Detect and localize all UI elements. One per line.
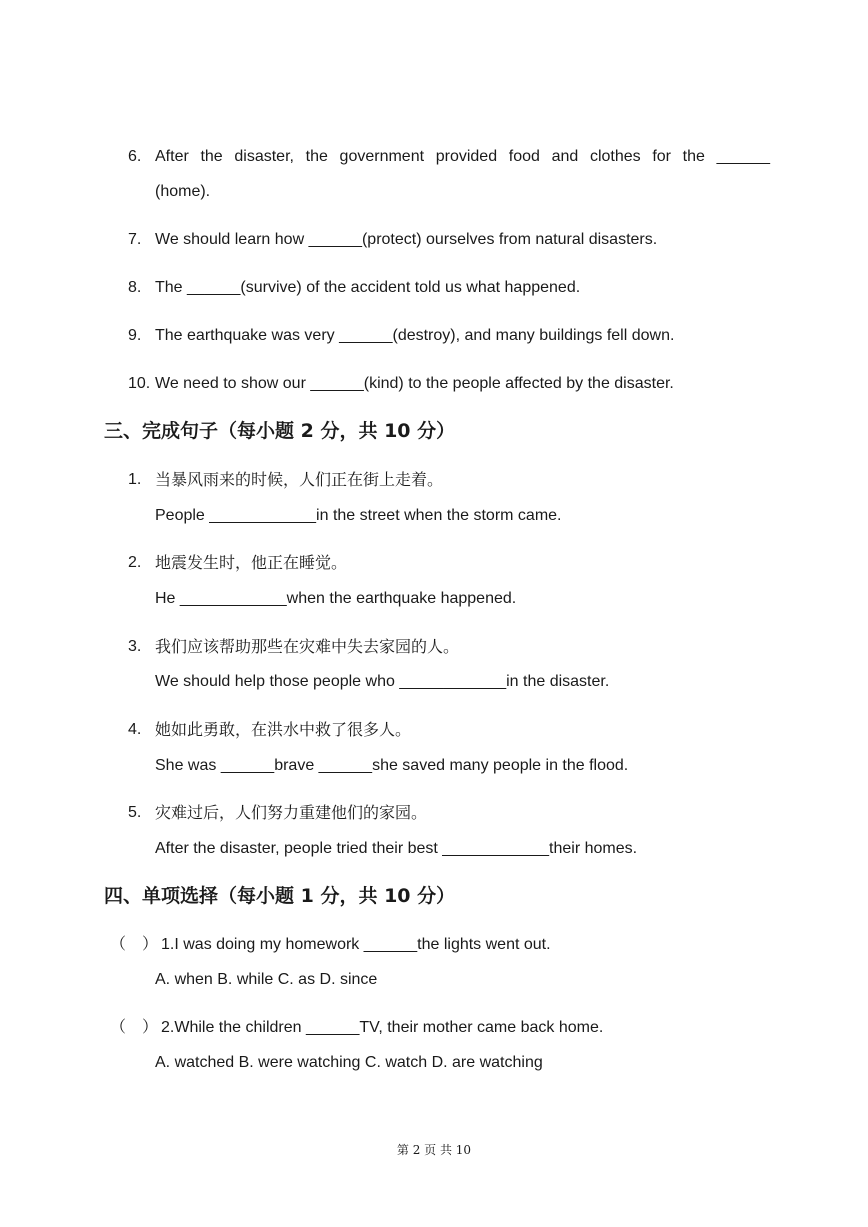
item-number: 2.	[128, 554, 142, 571]
item-text: After the disaster, the government provided food and clothes for the ______	[155, 148, 770, 165]
item-number: 7.	[128, 231, 142, 248]
item-chinese-prompt: 灾难过后，人们努力重建他们的家园。	[155, 803, 428, 822]
item-text: The earthquake was very ______(destroy), and many buildings fell down.	[155, 327, 675, 344]
item-text-continued: (home).	[155, 183, 211, 200]
item-number: 1.	[128, 471, 142, 488]
answer-bracket: （ ）	[110, 1019, 159, 1036]
item-english-sentence: He ____________when the earthquake happened.	[155, 590, 517, 607]
item-number: 10.	[128, 375, 151, 392]
page-footer: 第 2 页 共 10	[396, 1143, 472, 1157]
question-options: A. watched B. were watching C. watch D. are watching	[155, 1054, 543, 1071]
item-number: 6.	[128, 148, 142, 165]
item-text: We should learn how ______(protect) ourselves from natural disasters.	[155, 231, 658, 248]
item-english-sentence: She was ______brave ______she saved many people in the flood.	[155, 757, 629, 774]
item-chinese-prompt: 地震发生时，他正在睡觉。	[155, 553, 348, 572]
item-number: 5.	[128, 804, 142, 821]
section-heading: 三、完成句子（每小题 2 分，共 10 分）	[104, 420, 456, 442]
item-english-sentence: We should help those people who ____________in the disaster.	[155, 673, 610, 690]
item-number: 3.	[128, 638, 142, 655]
item-english-sentence: After the disaster, people tried their best ____________their homes.	[155, 840, 638, 857]
item-text: The ______(survive) of the accident told us what happened.	[155, 279, 581, 296]
item-number: 9.	[128, 327, 142, 344]
section-heading: 四、单项选择（每小题 1 分，共 10 分）	[104, 885, 456, 907]
item-chinese-prompt: 她如此勇敢，在洪水中救了很多人。	[155, 720, 412, 739]
question-text: 1.I was doing my homework ______the lights went out.	[161, 936, 551, 953]
question-options: A. when B. while C. as D. since	[155, 971, 378, 988]
item-number: 8.	[128, 279, 142, 296]
item-text: We need to show our ______(kind) to the people affected by the disaster.	[155, 375, 674, 392]
item-number: 4.	[128, 721, 142, 738]
answer-bracket: （ ）	[110, 936, 159, 953]
question-text: 2.While the children ______TV, their mother came back home.	[161, 1019, 604, 1036]
item-chinese-prompt: 当暴风雨来的时候，人们正在街上走着。	[155, 470, 444, 489]
item-chinese-prompt: 我们应该帮助那些在灾难中失去家园的人。	[155, 637, 460, 656]
item-english-sentence: People ____________in the street when the storm came.	[155, 507, 562, 524]
